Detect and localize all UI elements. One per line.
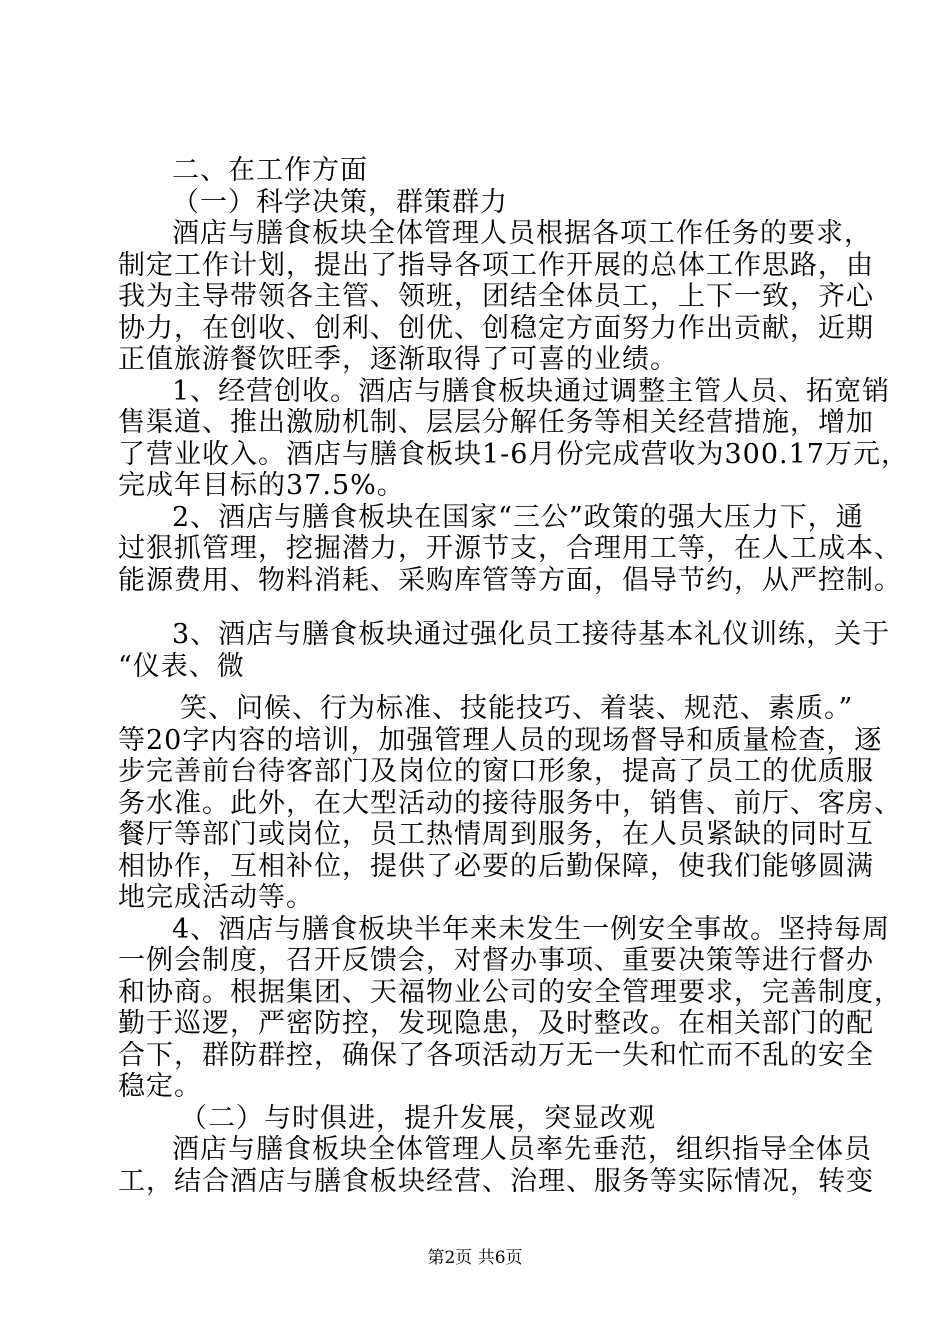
paragraph-line: 过狠抓管理，挖掘潜力，开源节支，合理用工等，在人工成本、: [118, 533, 902, 564]
paragraph-line: 酒店与膳食板块全体管理人员根据各项工作任务的要求，: [172, 218, 872, 249]
paragraph-line: 等20字内容的培训，加强管理人员的现场督导和质量检查，逐: [118, 724, 883, 756]
paragraph-line: 地完成活动等。: [118, 882, 314, 914]
paragraph-line: 工，结合酒店与膳食板块经营、治理、服务等实际情况，转变: [118, 1165, 874, 1197]
paragraph-line: 能源费用、物料消耗、采购库管等方面，倡导节约，从严控制。: [118, 564, 902, 596]
paragraph-line: “仪表、微: [118, 650, 245, 682]
paragraph-line: 务水准。此外，在大型活动的接待服务中，销售、前厅、客房、: [118, 787, 902, 819]
paragraph-line: 正值旅游餐饮旺季，逐渐取得了可喜的业绩。: [118, 344, 678, 375]
page-number-footer: 第2页 共6页: [427, 1248, 523, 1268]
paragraph-line: 步完善前台待客部门及岗位的窗口形象，提高了员工的优质服: [118, 756, 874, 788]
paragraph-line: 勤于巡逻，严密防控，发现隐患，及时整改。在相关部门的配: [118, 1008, 874, 1040]
paragraph-line: 和协商。根据集团、天福物业公司的安全管理要求，完善制度，: [118, 976, 902, 1008]
paragraph-line: 一例会制度，召开反馈会，对督办事项、重要决策等进行督办: [118, 945, 874, 977]
section-heading: 二、在工作方面: [172, 155, 368, 186]
paragraph-line: 协力，在创收、创利、创优、创稳定方面努力作出贡献，近期: [118, 312, 874, 344]
paragraph-line: 了营业收入。酒店与膳食板块1-6月份完成营收为300.17万元，: [118, 438, 909, 470]
paragraph-line: 1、经营创收。酒店与膳食板块通过调整主管人员、拓宽销: [172, 375, 891, 407]
paragraph-line: 2、酒店与膳食板块在国家“三公”政策的强大压力下，通: [172, 501, 864, 533]
paragraph-line: 制定工作计划，提出了指导各项工作开展的总体工作思路，由: [118, 249, 874, 281]
paragraph-line: 合下，群防群控，确保了各项活动万无一失和忙而不乱的安全: [118, 1039, 874, 1071]
paragraph-line: 笑、问候、行为标准、技能技巧、着装、规范、素质。”: [180, 693, 854, 725]
paragraph-line: 酒店与膳食板块全体管理人员率先垂范，组织指导全体员: [172, 1134, 872, 1166]
paragraph-line: 我为主导带领各主管、领班，团结全体员工，上下一致，齐心: [118, 281, 874, 312]
paragraph-line: 完成年目标的37.5%。: [118, 470, 405, 501]
paragraph-line: 4、酒店与膳食板块半年来未发生一例安全事故。坚持每周: [172, 913, 891, 945]
paragraph-line: 餐厅等部门或岗位，员工热情周到服务，在人员紧缺的同时互: [118, 819, 874, 851]
paragraph-line: 相协作，互相补位，提供了必要的后勤保障，使我们能够圆满: [118, 850, 874, 882]
subsection-heading: （二）与时俱进，提升发展，突显改观: [180, 1102, 656, 1134]
paragraph-line: 稳定。: [118, 1071, 202, 1103]
paragraph-line: 3、酒店与膳食板块通过强化员工接待基本礼仪训练，关于: [172, 619, 891, 651]
subsection-heading: （一）科学决策，群策群力: [172, 186, 508, 218]
paragraph-line: 售渠道、推出激励机制、层层分解任务等相关经营措施，增加: [118, 407, 874, 438]
